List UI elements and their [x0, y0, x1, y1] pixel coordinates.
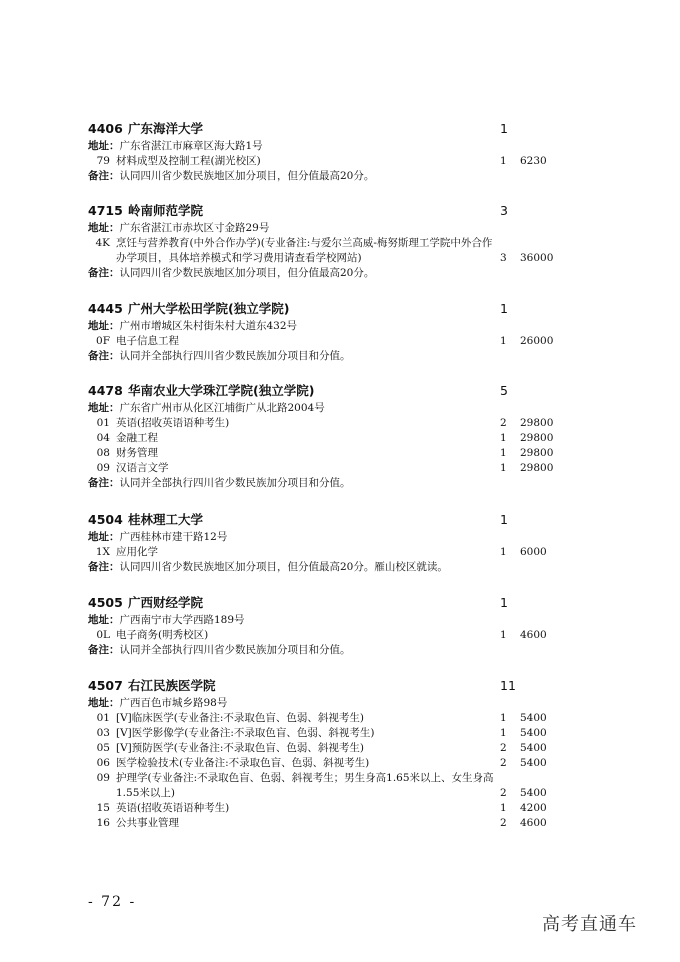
address-text: 广东省广州市从化区江埔街广从北路2004号	[119, 402, 325, 414]
school-name: 广东海洋大学	[128, 121, 204, 136]
note-label: 备注：	[88, 644, 120, 656]
school-address	[88, 139, 568, 154]
program-code: 0L	[96, 629, 110, 641]
program-name: 英语(招收英语语种考生)	[116, 417, 230, 429]
school-plan-total: 11	[500, 678, 516, 693]
program-name: 烹饪与营养教育(中外合作办学)(专业备注:与爱尔兰高威-梅努斯理工学院中外合作办学项目，具体培养模式和学习费用请查看学校网站)	[116, 237, 493, 264]
note-text: 认同四川省少数民族地区加分项目，但分值最高20分。	[119, 267, 375, 279]
school-note	[88, 560, 568, 575]
program-row	[88, 771, 568, 801]
program-row	[88, 801, 568, 816]
school-code: 4445	[88, 301, 123, 316]
school-address	[88, 613, 568, 628]
school-header	[88, 119, 568, 139]
address-text: 广州市增城区朱村街朱村大道东432号	[119, 320, 298, 332]
school-name: 右江民族医学院	[128, 678, 216, 693]
program-code: 1X	[95, 546, 110, 558]
program-tuition: 4600	[520, 629, 547, 641]
school-code: 4507	[88, 678, 123, 693]
program-tuition: 6000	[520, 546, 547, 558]
school-header	[88, 676, 568, 696]
school-code: 4715	[88, 203, 123, 218]
note-text: 认同四川省少数民族地区加分项目，但分值最高20分。雁山校区就读。	[119, 561, 448, 573]
program-code: 4K	[95, 237, 110, 249]
program-tuition: 29800	[520, 447, 554, 459]
school-address	[88, 319, 568, 334]
school-name: 岭南师范学院	[128, 203, 204, 218]
school-address	[88, 401, 568, 416]
program-tuition: 5400	[520, 727, 547, 739]
school-address	[88, 530, 568, 545]
school-plan-total: 1	[500, 121, 508, 136]
program-tuition: 4600	[520, 817, 547, 829]
school-code: 4478	[88, 383, 123, 398]
program-row	[88, 628, 568, 643]
address-label: 地址：	[88, 531, 120, 543]
program-code: 03	[96, 727, 110, 739]
program-plan-count: 3	[500, 252, 507, 264]
school-header	[88, 593, 568, 613]
program-plan-count: 1	[500, 727, 507, 739]
school-plan-total: 1	[500, 595, 508, 610]
program-code: 01	[96, 417, 110, 429]
program-tuition: 6230	[520, 155, 547, 167]
note-text: 认同并全部执行四川省少数民族加分项目和分值。	[119, 644, 351, 656]
school-name: 广州大学松田学院(独立学院)	[128, 301, 290, 316]
program-plan-count: 1	[500, 432, 507, 444]
program-name: 财务管理	[116, 447, 158, 459]
note-text: 认同四川省少数民族地区加分项目，但分值最高20分。	[119, 170, 375, 182]
school-plan-total: 5	[500, 383, 508, 398]
program-tuition: 29800	[520, 417, 554, 429]
school-header	[88, 381, 568, 401]
program-tuition: 29800	[520, 462, 554, 474]
address-text: 广东省湛江市赤坎区寸金路29号	[119, 222, 270, 234]
program-name: 英语(招收英语语种考生)	[116, 802, 230, 814]
page-number: - 72 -	[88, 894, 137, 910]
school-entry	[88, 201, 568, 281]
program-name: 医学检验技术(专业备注:不录取色盲、色弱、斜视考生)	[116, 757, 370, 769]
program-code: 04	[96, 432, 110, 444]
school-address	[88, 696, 568, 711]
program-plan-count: 2	[500, 757, 507, 769]
school-entry	[88, 381, 568, 491]
school-note	[88, 349, 568, 364]
school-note	[88, 266, 568, 281]
program-plan-count: 1	[500, 155, 507, 167]
program-code: 06	[96, 757, 110, 769]
program-row	[88, 711, 568, 726]
program-code: 0F	[96, 335, 110, 347]
program-name: 金融工程	[116, 432, 158, 444]
program-code: 09	[96, 772, 110, 784]
program-name: [V]临床医学(专业备注:不录取色盲、色弱、斜视考生)	[116, 712, 365, 724]
program-name: 护理学(专业备注:不录取色盲、色弱、斜视考生；男生身高1.65米以上、女生身高1.55米以上)	[116, 772, 494, 799]
address-label: 地址：	[88, 697, 120, 709]
school-note	[88, 643, 568, 658]
program-row	[88, 334, 568, 349]
school-code: 4406	[88, 121, 123, 136]
school-code: 4505	[88, 595, 123, 610]
program-row	[88, 756, 568, 771]
program-tuition: 5400	[520, 757, 547, 769]
program-code: 79	[96, 155, 110, 167]
program-name: [V]医学影像学(专业备注:不录取色盲、色弱、斜视考生)	[116, 727, 375, 739]
address-label: 地址：	[88, 614, 120, 626]
program-row	[88, 154, 568, 169]
address-text: 广东省湛江市麻章区海大路1号	[119, 140, 263, 152]
school-name: 华南农业大学珠江学院(独立学院)	[128, 383, 315, 398]
program-tuition: 5400	[520, 787, 547, 799]
school-code: 4504	[88, 512, 123, 527]
program-code: 05	[96, 742, 110, 754]
school-note	[88, 169, 568, 184]
program-code: 15	[96, 802, 110, 814]
school-header	[88, 510, 568, 530]
program-row	[88, 236, 568, 266]
note-label: 备注：	[88, 350, 120, 362]
school-header	[88, 201, 568, 221]
program-tuition: 36000	[520, 252, 554, 264]
address-label: 地址：	[88, 320, 120, 332]
program-plan-count: 1	[500, 802, 507, 814]
program-row	[88, 816, 568, 831]
school-name: 广西财经学院	[128, 595, 204, 610]
school-plan-total: 3	[500, 203, 508, 218]
program-row	[88, 416, 568, 431]
program-name: [V]预防医学(专业备注:不录取色盲、色弱、斜视考生)	[116, 742, 365, 754]
address-label: 地址：	[88, 140, 120, 152]
note-label: 备注：	[88, 477, 120, 489]
school-entry	[88, 119, 568, 184]
program-tuition: 26000	[520, 335, 554, 347]
program-code: 16	[96, 817, 110, 829]
address-text: 广西南宁市大学西路189号	[119, 614, 245, 626]
program-plan-count: 2	[500, 817, 507, 829]
note-text: 认同并全部执行四川省少数民族加分项目和分值。	[119, 350, 351, 362]
program-row	[88, 446, 568, 461]
program-name: 应用化学	[116, 546, 158, 558]
program-tuition: 5400	[520, 712, 547, 724]
school-note	[88, 476, 568, 491]
school-entry	[88, 676, 568, 831]
program-plan-count: 2	[500, 742, 507, 754]
program-row	[88, 461, 568, 476]
program-plan-count: 1	[500, 447, 507, 459]
program-name: 电子信息工程	[116, 335, 179, 347]
program-plan-count: 1	[500, 629, 507, 641]
address-text: 广西百色市城乡路98号	[119, 697, 228, 709]
program-tuition: 29800	[520, 432, 554, 444]
school-address	[88, 221, 568, 236]
program-name: 材料成型及控制工程(湖光校区)	[116, 155, 261, 167]
school-entry	[88, 510, 568, 575]
note-text: 认同并全部执行四川省少数民族加分项目和分值。	[119, 477, 351, 489]
note-label: 备注：	[88, 170, 120, 182]
program-name: 汉语言文学	[116, 462, 169, 474]
school-plan-total: 1	[500, 512, 508, 527]
program-row	[88, 545, 568, 560]
program-name: 公共事业管理	[116, 817, 179, 829]
program-code: 09	[96, 462, 110, 474]
program-plan-count: 2	[500, 417, 507, 429]
school-header	[88, 299, 568, 319]
address-label: 地址：	[88, 222, 120, 234]
program-row	[88, 431, 568, 446]
note-label: 备注：	[88, 267, 120, 279]
school-entry	[88, 299, 568, 364]
note-label: 备注：	[88, 561, 120, 573]
program-row	[88, 726, 568, 741]
program-plan-count: 1	[500, 546, 507, 558]
program-tuition: 4200	[520, 802, 547, 814]
school-entry	[88, 593, 568, 658]
program-plan-count: 1	[500, 462, 507, 474]
program-name: 电子商务(明秀校区)	[116, 629, 209, 641]
address-label: 地址：	[88, 402, 120, 414]
program-plan-count: 1	[500, 712, 507, 724]
program-code: 01	[96, 712, 110, 724]
program-row	[88, 741, 568, 756]
program-tuition: 5400	[520, 742, 547, 754]
program-code: 08	[96, 447, 110, 459]
school-name: 桂林理工大学	[128, 512, 204, 527]
watermark-text: 高考直通车	[542, 914, 637, 935]
program-plan-count: 1	[500, 335, 507, 347]
program-plan-count: 2	[500, 787, 507, 799]
school-plan-total: 1	[500, 301, 508, 316]
address-text: 广西桂林市建干路12号	[119, 531, 228, 543]
